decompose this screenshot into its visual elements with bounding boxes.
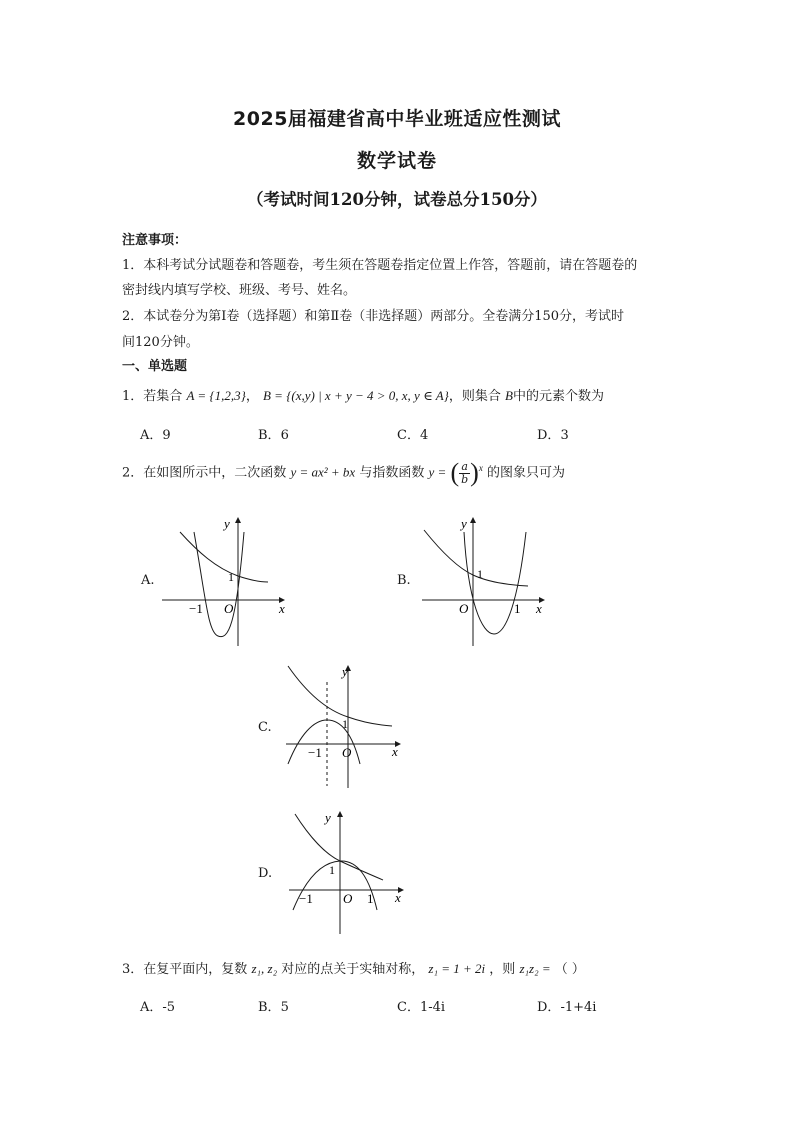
exam-subject: 数学试卷 — [356, 150, 437, 172]
q3-option-c[interactable]: C．1-4i — [397, 1000, 446, 1015]
y-label: y — [342, 664, 348, 679]
one-label: 1 — [329, 863, 335, 877]
q3-option-a[interactable]: A．-5 — [140, 1000, 176, 1015]
graph-a — [158, 512, 298, 647]
tick-neg: −1 — [189, 601, 203, 616]
question-3: 3．在复平面内，复数 z₁, z₂ 对应的点关于实轴对称， z₁ = 1 + 2i ，则 z₁z₂ = （ ） — [122, 961, 585, 977]
origin-label: O — [459, 601, 469, 616]
x-label: x — [392, 744, 398, 759]
tick-neg: −1 — [299, 891, 313, 906]
notes-heading: 注意事项： — [122, 233, 188, 248]
graph-b-label[interactable]: B. — [397, 573, 411, 588]
exponential-curve — [424, 530, 528, 586]
section-heading: 一、单选题 — [122, 359, 188, 374]
set-b: B = {(x,y) | x + y − 4 > 0, x, y ∈ A} — [262, 388, 449, 403]
one-label: 1 — [342, 717, 348, 731]
tick-pos: 1 — [367, 891, 374, 906]
graph-d — [285, 806, 415, 936]
question-1: 1．若集合 A = {1,2,3}， B = {(x,y) | x + y − 4 > 0, x, y ∈ A}，则集合 B中的元素个数为 — [122, 388, 604, 404]
notes-item1-line2: 密封线内填写学校、班级、考号、姓名。 — [122, 283, 357, 298]
exponential-curve — [295, 814, 383, 880]
graph-a-label[interactable]: A. — [141, 573, 155, 588]
exam-info: （考试时间120分钟，试卷总分150分） — [247, 190, 547, 209]
graph-c-label[interactable]: C. — [258, 720, 272, 735]
question-number: 1． — [122, 389, 144, 404]
graph-d-label[interactable]: D. — [258, 866, 273, 881]
question-2: 2．在如图所示中，二次函数 y = ax² + bx 与指数函数 y = ( $\frac{a}{b}$ )$^x$ 的图象只可为 — [122, 458, 565, 487]
q1-option-a[interactable]: A．9 — [140, 428, 171, 443]
q1-option-d[interactable]: D．3 — [537, 428, 569, 443]
parabola-curve — [194, 532, 244, 637]
fraction-a-over-b: $\frac{a}{b}$ — [461, 459, 469, 486]
one-label: 1 — [477, 567, 483, 581]
given-z1: z₁ = 1 + 2i — [428, 961, 486, 976]
question-number: 3． — [122, 962, 144, 977]
x-label: x — [395, 890, 401, 905]
y-label: y — [325, 810, 331, 825]
graph-c — [282, 660, 412, 790]
q1-option-b[interactable]: B．6 — [258, 428, 289, 443]
y-label: y — [461, 516, 467, 531]
exam-title: 2025届福建省高中毕业班适应性测试 — [233, 108, 561, 130]
answer-blank: （ ） — [554, 962, 585, 977]
quadratic-function: y = ax² + bx — [290, 464, 356, 480]
x-label: x — [536, 601, 542, 616]
tick-neg: −1 — [308, 745, 322, 760]
origin-label: O — [343, 891, 353, 906]
tick-pos: 1 — [514, 601, 521, 616]
q3-option-b[interactable]: B．5 — [258, 1000, 289, 1015]
exponential-curve — [288, 666, 392, 726]
origin-label: O — [342, 745, 352, 760]
one-label: 1 — [228, 570, 234, 584]
origin-label: O — [224, 601, 234, 616]
question-number: 2． — [122, 465, 144, 481]
q3-option-d[interactable]: D．-1+4i — [537, 1000, 597, 1015]
graph-b — [418, 512, 558, 647]
exponential-curve — [180, 532, 268, 582]
notes-item1-line1: 1．本科考试分试题卷和答题卷，考生须在答题卷指定位置上作答，答题前，请在答题卷的 — [122, 258, 638, 273]
notes-item2-line2: 间120分钟。 — [122, 335, 199, 350]
notes-item2-line1: 2．本试卷分为第Ⅰ卷（选择题）和第Ⅱ卷（非选择题）两部分。全卷满分150分，考试时 — [122, 309, 625, 324]
set-a: A = {1,2,3} — [186, 388, 246, 403]
y-label: y — [224, 516, 230, 531]
x-label: x — [279, 601, 285, 616]
expression: z₁z₂ = — [519, 961, 551, 976]
q1-option-c[interactable]: C．4 — [397, 428, 429, 443]
